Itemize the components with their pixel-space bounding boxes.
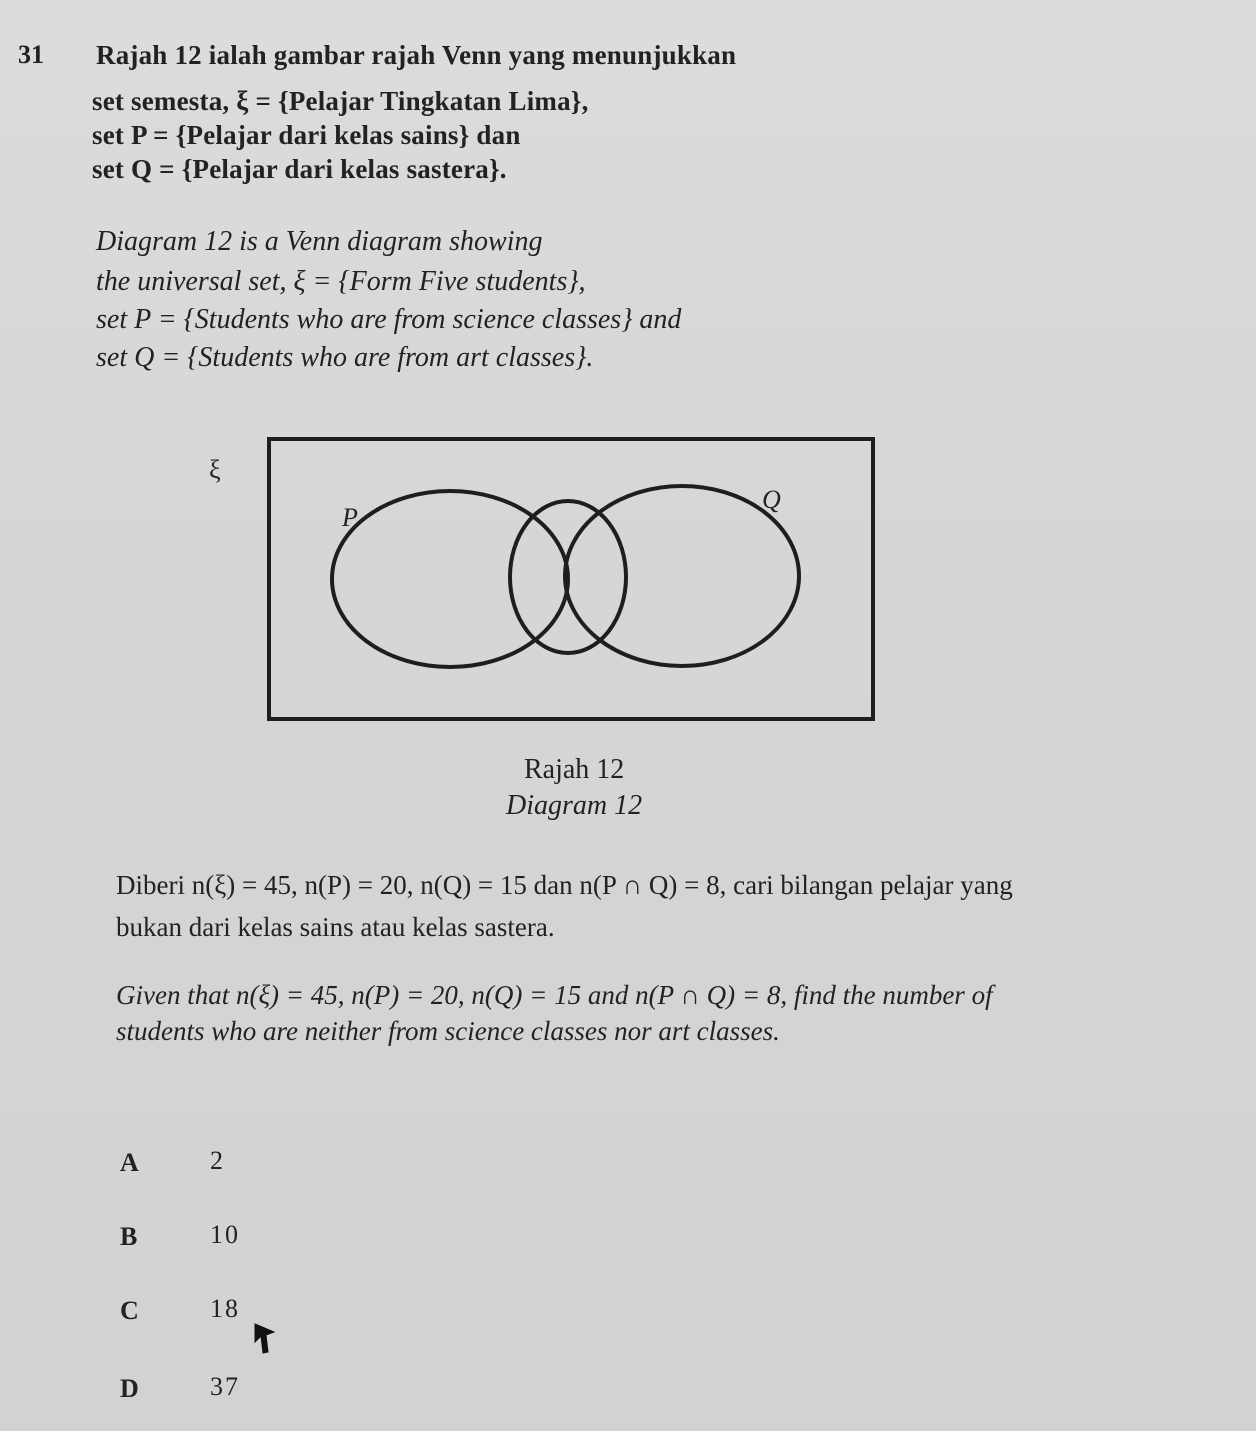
option-a-value[interactable]: 2 bbox=[210, 1146, 225, 1175]
venn-diagram bbox=[209, 432, 882, 732]
option-c-letter[interactable]: C bbox=[120, 1296, 139, 1325]
given-malay-line-2: bukan dari kelas sains atau kelas sastera. bbox=[116, 912, 555, 942]
option-d-value[interactable]: 37 bbox=[210, 1372, 240, 1401]
question-number: 31 bbox=[18, 40, 44, 69]
option-c-value[interactable]: 18 bbox=[210, 1294, 240, 1323]
universal-set-label: ξ bbox=[209, 455, 221, 484]
mouse-pointer-icon bbox=[252, 1322, 278, 1356]
malay-stem-line-1: Rajah 12 ialah gambar rajah Venn yang menunjukkan bbox=[96, 40, 737, 70]
malay-stem-line-4: set Q = {Pelajar dari kelas sastera}. bbox=[92, 154, 507, 184]
universal-set-rectangle bbox=[269, 439, 873, 719]
caption-english: Diagram 12 bbox=[506, 790, 643, 821]
given-english-line-2: students who are neither from science classes nor art classes. bbox=[116, 1016, 780, 1046]
english-stem-line-4: set Q = {Students who are from art classes}. bbox=[96, 342, 594, 373]
english-stem-line-2: the universal set, ξ = {Form Five students}, bbox=[96, 266, 586, 297]
option-b-letter[interactable]: B bbox=[120, 1222, 138, 1251]
malay-stem-line-2: set semesta, ξ = {Pelajar Tingkatan Lima}, bbox=[92, 86, 589, 116]
option-b-value[interactable]: 10 bbox=[210, 1220, 240, 1249]
given-english-line-1: Given that n(ξ) = 45, n(P) = 20, n(Q) = 15 and n(P ∩ Q) = 8, find the number of bbox=[116, 980, 993, 1010]
option-d-letter[interactable]: D bbox=[120, 1374, 139, 1403]
english-stem-line-1: Diagram 12 is a Venn diagram showing bbox=[96, 226, 543, 257]
english-stem-line-3: set P = {Students who are from science classes} and bbox=[96, 304, 682, 335]
option-a-letter[interactable]: A bbox=[120, 1148, 139, 1177]
set-q-label: Q bbox=[762, 485, 781, 514]
malay-stem-line-3: set P = {Pelajar dari kelas sains} dan bbox=[92, 120, 521, 150]
set-p-label: P bbox=[342, 503, 358, 532]
caption-malay: Rajah 12 bbox=[524, 754, 625, 785]
given-malay-line-1: Diberi n(ξ) = 45, n(P) = 20, n(Q) = 15 dan n(P ∩ Q) = 8, cari bilangan pelajar yang bbox=[116, 870, 1013, 900]
